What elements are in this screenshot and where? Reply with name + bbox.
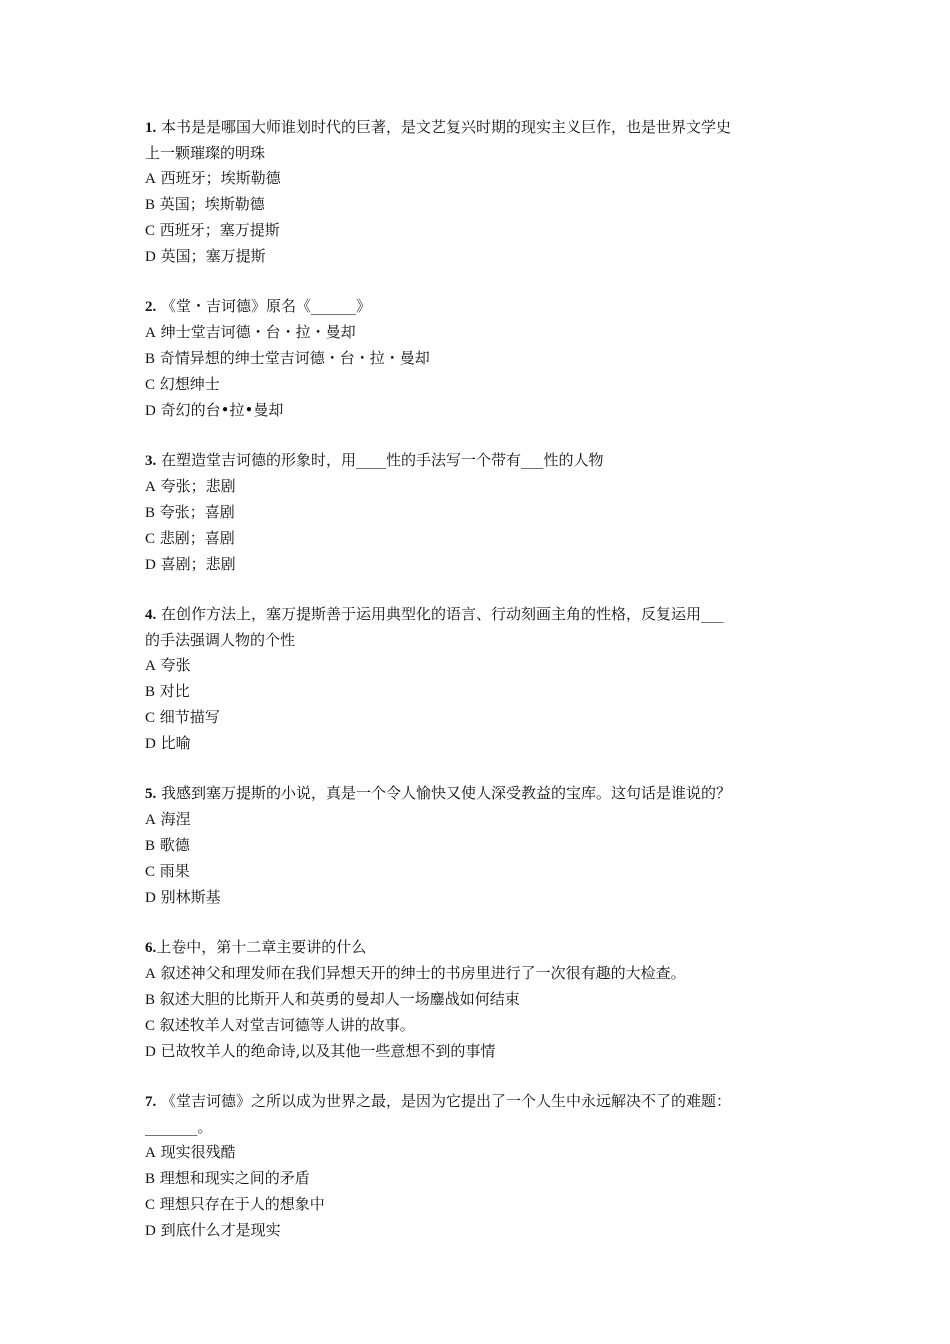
option-letter: A <box>145 325 156 341</box>
question-stem-line <box>145 781 810 807</box>
option-letter: B <box>145 197 156 213</box>
option-letter: B <box>145 1171 156 1187</box>
option-letter: B <box>145 838 156 854</box>
question-number: 4. <box>145 607 157 623</box>
option-letter: A <box>145 171 156 187</box>
answer-option <box>145 1039 810 1065</box>
option-letter: C <box>145 1018 156 1034</box>
question-stem-text: 《堂吉诃德》之所以成为世界之最，是因为它提出了一个人生中永远解决不了的难题： <box>161 1092 732 1110</box>
question-stem-text: 上卷中，第十二章主要讲的什么 <box>156 938 367 956</box>
option-text: 夸张；悲剧 <box>160 477 236 495</box>
question-number: 5. <box>145 786 157 802</box>
option-letter: B <box>145 684 156 700</box>
option-text: 夸张 <box>160 656 191 674</box>
option-letter: A <box>145 812 156 828</box>
question-stem-line <box>145 1115 810 1140</box>
option-text: 奇幻的台•拉•曼却 <box>160 401 284 419</box>
option-text: 夸张；喜剧 <box>159 503 235 521</box>
option-text: 叙述神父和理发师在我们异想天开的绅士的书房里进行了一次很有趣的大检查。 <box>160 964 686 982</box>
option-letter: C <box>145 531 156 547</box>
question-3 <box>145 448 810 578</box>
option-letter: A <box>145 658 156 674</box>
option-letter: C <box>145 1197 156 1213</box>
answer-option <box>145 218 810 244</box>
answer-option <box>145 192 810 218</box>
answer-option <box>145 705 810 731</box>
option-text: 到底什么才是现实 <box>160 1221 281 1239</box>
question-stem-line <box>145 935 810 961</box>
question-stem-text: 在塑造堂吉诃德的形象时，用____性的手法写一个带有___性的人物 <box>161 451 604 469</box>
question-5 <box>145 781 810 911</box>
option-text: 歌德 <box>159 836 190 854</box>
option-letter: A <box>145 1145 156 1161</box>
option-text: 西班牙；塞万提斯 <box>159 221 280 239</box>
option-letter: A <box>145 479 156 495</box>
answer-option <box>145 961 810 987</box>
option-letter: C <box>145 710 156 726</box>
question-stem-text: 我感到塞万提斯的小说，真是一个令人愉快又使人深受教益的宝库。这句话是谁说的？ <box>161 784 732 802</box>
option-text: 悲剧；喜剧 <box>159 529 235 547</box>
option-letter: D <box>145 1223 156 1239</box>
option-letter: C <box>145 223 156 239</box>
question-number: 1. <box>145 120 157 136</box>
question-stem-line <box>145 115 810 141</box>
option-text: 细节描写 <box>159 708 220 726</box>
option-text: 英国；埃斯勒德 <box>159 195 265 213</box>
question-list <box>145 115 810 1268</box>
answer-option <box>145 346 810 372</box>
option-letter: C <box>145 864 156 880</box>
option-letter: D <box>145 1044 156 1060</box>
question-stem-text: 本书是是哪国大师谁划时代的巨著，是文艺复兴时期的现实主义巨作，也是世界文学史 <box>161 118 732 136</box>
answer-option <box>145 372 810 398</box>
option-text: 海涅 <box>160 810 191 828</box>
option-letter: D <box>145 890 156 906</box>
question-2 <box>145 294 810 424</box>
question-stem-line <box>145 448 810 474</box>
question-7 <box>145 1089 810 1244</box>
question-stem-text: _______。 <box>145 1118 213 1136</box>
answer-option <box>145 166 810 192</box>
option-letter: D <box>145 736 156 752</box>
option-letter: D <box>145 557 156 573</box>
option-letter: D <box>145 403 156 419</box>
answer-option <box>145 1013 810 1039</box>
option-text: 英国；塞万提斯 <box>160 247 266 265</box>
option-text: 幻想绅士 <box>159 375 220 393</box>
question-number: 6. <box>145 940 157 956</box>
option-text: 雨果 <box>159 862 190 880</box>
answer-option <box>145 500 810 526</box>
answer-option <box>145 731 810 757</box>
option-text: 理想只存在于人的想象中 <box>159 1195 325 1213</box>
answer-option <box>145 1218 810 1244</box>
option-text: 别林斯基 <box>160 888 221 906</box>
option-letter: B <box>145 351 156 367</box>
question-1 <box>145 115 810 270</box>
option-text: 叙述牧羊人对堂吉诃德等人讲的故事。 <box>159 1016 415 1034</box>
option-text: 已故牧羊人的绝命诗,以及其他一些意想不到的事情 <box>160 1042 496 1060</box>
answer-option <box>145 320 810 346</box>
option-letter: B <box>145 992 156 1008</box>
answer-option <box>145 1192 810 1218</box>
answer-option <box>145 885 810 911</box>
question-number: 3. <box>145 453 157 469</box>
answer-option <box>145 1166 810 1192</box>
question-stem-text: 的手法强调人物的个性 <box>145 631 296 649</box>
answer-option <box>145 833 810 859</box>
answer-option <box>145 1140 810 1166</box>
option-text: 现实很残酷 <box>160 1143 236 1161</box>
option-text: 喜剧；悲剧 <box>160 555 236 573</box>
option-text: 叙述大胆的比斯开人和英勇的曼却人一场鏖战如何结束 <box>159 990 520 1008</box>
option-letter: D <box>145 249 156 265</box>
answer-option <box>145 474 810 500</box>
answer-option <box>145 679 810 705</box>
answer-option <box>145 244 810 270</box>
question-stem-text: 上一颗璀璨的明珠 <box>145 144 266 162</box>
question-stem-line <box>145 294 810 320</box>
answer-option <box>145 653 810 679</box>
answer-option <box>145 807 810 833</box>
option-text: 理想和现实之间的矛盾 <box>159 1169 310 1187</box>
question-stem-line <box>145 141 810 166</box>
question-stem-line <box>145 1089 810 1115</box>
answer-option <box>145 526 810 552</box>
option-letter: A <box>145 966 156 982</box>
answer-option <box>145 859 810 885</box>
option-text: 奇情异想的绅士堂吉诃德・台・拉・曼却 <box>159 349 430 367</box>
question-stem-text: 在创作方法上，塞万提斯善于运用典型化的语言、行动刻画主角的性格，反复运用___ <box>161 605 724 623</box>
question-number: 2. <box>145 299 157 315</box>
answer-option <box>145 398 810 424</box>
option-text: 西班牙；埃斯勒德 <box>160 169 281 187</box>
question-stem-line <box>145 628 810 653</box>
question-stem-text: 《堂・吉诃德》原名《______》 <box>161 297 372 315</box>
option-letter: B <box>145 505 156 521</box>
option-letter: C <box>145 377 156 393</box>
question-4 <box>145 602 810 757</box>
option-text: 比喻 <box>160 734 191 752</box>
question-number: 7. <box>145 1094 157 1110</box>
question-stem-line <box>145 602 810 628</box>
option-text: 对比 <box>159 682 190 700</box>
answer-option <box>145 552 810 578</box>
question-6 <box>145 935 810 1065</box>
answer-option <box>145 987 810 1013</box>
option-text: 绅士堂吉诃德・台・拉・曼却 <box>160 323 356 341</box>
